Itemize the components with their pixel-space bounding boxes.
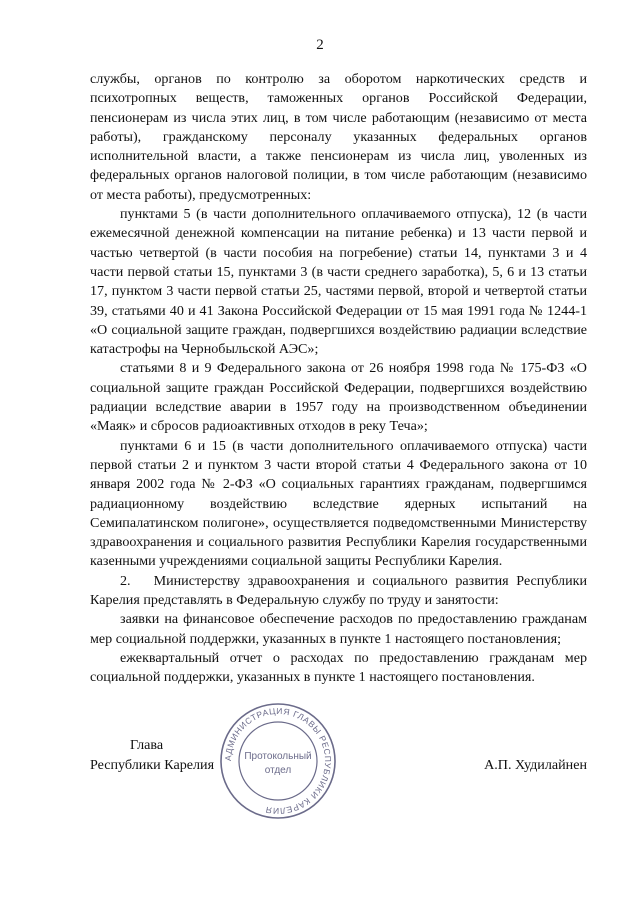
paragraph-6: заявки на финансовое обеспечение расходов по предоставлению гражданам мер социальной поддержки, указанных в пункте 1 настоящего постановления; <box>90 611 587 647</box>
stamp-seal-icon <box>218 701 338 821</box>
paragraph-3: статьями 8 и 9 Федерального закона от 26 ноября 1998 года № 175-ФЗ «О социальной защите граждан Российской Федерации, подвергшихся воздействию радиации вследствие аварии в 1957 году на производственном объединении «Маяк» и сбросов радиоактивных отходов в реку Теча»; <box>90 360 587 435</box>
page-number: 2 <box>316 37 324 53</box>
stamp-center-line2: отдел <box>264 765 292 776</box>
paragraph-1: службы, органов по контролю за оборотом наркотических средств и психотропных веществ, таможенных органов Российской Федерации, пенсионерам из числа этих лиц, в том числе работающим (независимо от места работы), гражданскому персоналу указанных федеральных органов исполнительной власти, а также пенсионерам из числа лиц, уволенных из федеральных органов налоговой полиции, в том числе работающим (независимо от места работы), предусмотренных: <box>90 71 587 203</box>
signature-block <box>90 705 587 817</box>
document-body <box>90 70 587 688</box>
stamp-center-line1: Протокольный <box>244 751 312 762</box>
paragraph-7: ежеквартальный отчет о расходах по предоставлению гражданам мер социальной поддержки, указанных в пункте 1 настоящего постановления. <box>90 649 587 686</box>
stamp-ring-text: АДМИНИСТРАЦИЯ ГЛАВЫ РЕСПУБЛИКИ КАРЕЛИЯ <box>222 705 334 817</box>
signatory-title-line1: Глава <box>130 737 164 753</box>
paragraph-5: 2. Министерству здравоохранения и социального развития Республики Карелия представлять в Федеральную службу по труду и занятости: <box>90 572 587 609</box>
official-stamp <box>218 701 338 821</box>
paragraph-2: пунктами 5 (в части дополнительного оплачиваемого отпуска), 12 (в части ежемесячной денежной компенсации на питание ребенка) и 13 части первой и частью четвертой (в части пособия на погребение) статьи 14, пунктами 3 и 4 части первой статьи 15, пунктами 3 (в части среднего заработка), 5, 6 и 13 статьи 17, пунктом 3 части первой статьи 25, частями первой, второй и четвертой статьи 39, статьями 40 и 41 Закона Российской Федерации от 15 мая 1991 года № 1244-1 «О социальной защите граждан, подвергшихся воздействию радиации вследствие катастрофы на Чернобыльской АЭС»; <box>90 206 587 358</box>
signatory-title-line2: Республики Карелия <box>90 757 215 773</box>
paragraph-4: пунктами 6 и 15 (в части дополнительного оплачиваемого отпуска) части первой статьи 2 и пунктом 3 части второй статьи 4 Федерального закона от 10 января 2002 года № 2-ФЗ «О социальных гарантиях гражданам, подвергшимся радиационному воздействию вследствие ядерных испытаний на Семипалатинском полигоне», осуществляется подведомственными Министерству здравоохранения и социального развития Республики Карелия государственными казенными учреждениями социальной защиты Республики Карелия. <box>90 437 587 570</box>
signatory-name: А.П. Худилайнен <box>484 757 587 773</box>
